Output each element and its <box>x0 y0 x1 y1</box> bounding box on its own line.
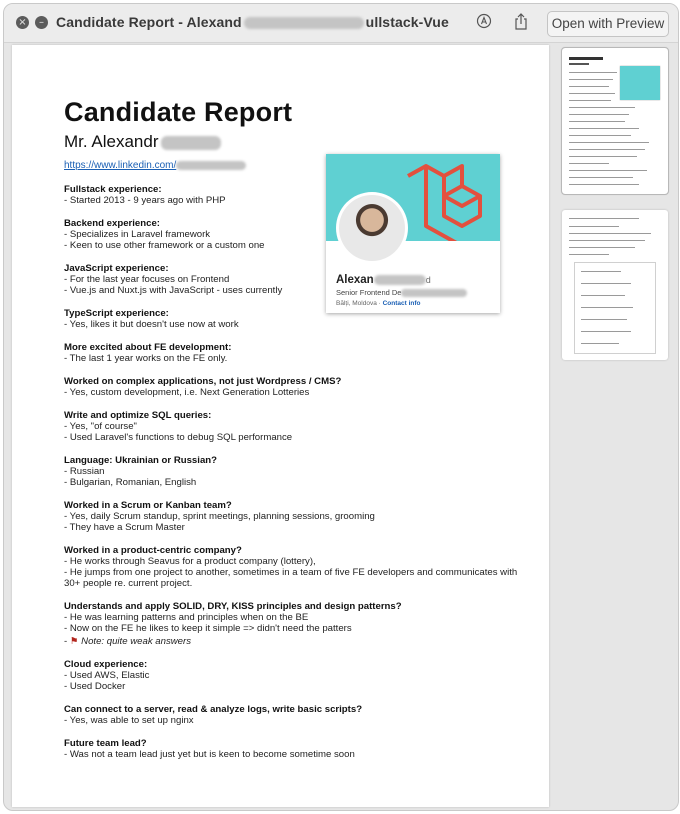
answer: - Yes, custom development, i.e. Next Generation Lotteries <box>64 387 310 398</box>
document-page <box>12 45 549 807</box>
section-product-company <box>64 545 524 589</box>
question: Worked in a product-centric company? <box>64 545 242 556</box>
avatar <box>336 192 408 264</box>
open-with-preview-button[interactable]: Open with Preview <box>547 11 669 37</box>
window-title-suffix: ullstack-Vue <box>365 14 449 30</box>
thumb-card <box>620 66 660 100</box>
answer: - Keen to use other framework or a custom one <box>64 240 265 251</box>
share-icon[interactable] <box>511 13 531 33</box>
answer: - Yes, daily Scrum standup, sprint meetings, planning sessions, grooming <box>64 511 375 522</box>
section-principles <box>64 601 524 647</box>
question: Worked in a Scrum or Kanban team? <box>64 500 232 511</box>
redacted-role-blur <box>401 289 467 297</box>
section-cloud <box>64 659 524 692</box>
question: Can connect to a server, read & analyze logs, write basic scripts? <box>64 704 363 715</box>
preview-window <box>3 3 679 811</box>
linkedin-link[interactable] <box>64 160 246 171</box>
window-title <box>56 14 449 30</box>
question: Language: Ukrainian or Russian? <box>64 455 217 466</box>
question: Fullstack experience: <box>64 184 162 195</box>
answer: - Used AWS, Elastic <box>64 670 150 681</box>
section-complex-apps <box>64 376 524 398</box>
answer: - Yes, "of course" <box>64 421 137 432</box>
redacted-link-blur <box>176 161 246 170</box>
section-fe-excitement <box>64 342 524 364</box>
answer: - He was learning patterns and principles when on the BE <box>64 612 309 623</box>
page-thumbnail-2[interactable] <box>562 210 668 360</box>
answer: - Vue.js and Nuxt.js with JavaScript - uses currently <box>64 285 283 296</box>
answer: - Specializes in Laravel framework <box>64 229 211 240</box>
answer: - The last 1 year works on the FE only. <box>64 353 228 364</box>
profile-role <box>336 288 467 297</box>
thumbnail-sidebar <box>556 45 674 807</box>
note-dash: - <box>64 636 68 647</box>
title-bar <box>4 4 678 43</box>
question: Backend experience: <box>64 218 160 229</box>
red-flag-icon: ⚑ <box>69 636 79 647</box>
answer: - Was not a team lead just yet but is keen to become sometime soon <box>64 749 355 760</box>
linkedin-profile-card <box>326 154 500 313</box>
profile-name <box>336 274 431 286</box>
note-text: Note: quite weak answers <box>81 636 192 647</box>
section-scrum <box>64 500 524 533</box>
section-server <box>64 704 524 726</box>
profile-location-text: Bălți, Moldova · <box>336 300 383 307</box>
candidate-name <box>64 132 221 152</box>
question: More excited about FE development: <box>64 342 232 353</box>
question: TypeScript experience: <box>64 308 169 319</box>
answer: - For the last year focuses on Frontend <box>64 274 230 285</box>
answer: - Russian <box>64 466 105 477</box>
profile-location <box>336 300 421 307</box>
answer: - Started 2013 - 9 years ago with PHP <box>64 195 226 206</box>
question: JavaScript experience: <box>64 263 169 274</box>
answer: - Used Laravel's functions to debug SQL performance <box>64 432 293 443</box>
answer: - Yes, likes it but doesn't use now at work <box>64 319 239 330</box>
avatar-photo <box>339 195 405 261</box>
redacted-profile-blur <box>374 275 426 285</box>
section-language <box>64 455 524 488</box>
answer: - He works through Seavus for a product company (lottery), <box>64 556 316 567</box>
answer: - Used Docker <box>64 681 126 692</box>
page-thumbnail-1[interactable] <box>562 48 668 194</box>
redacted-name-blur <box>244 17 364 29</box>
report-title: Candidate Report <box>64 97 293 127</box>
linkedin-link-text: https://www.linkedin.com/ <box>64 160 177 171</box>
profile-role-text: Senior Frontend De <box>336 288 402 297</box>
candidate-name-text: Mr. Alexandr <box>64 132 159 151</box>
question: Understands and apply SOLID, DRY, KISS principles and design patterns? <box>64 601 402 612</box>
profile-name-suffix: d <box>425 275 431 285</box>
markup-icon[interactable] <box>474 13 494 33</box>
answer: - Bulgarian, Romanian, English <box>64 477 197 488</box>
question: Write and optimize SQL queries: <box>64 410 212 421</box>
question: Worked on complex applications, not just Wordpress / CMS? <box>64 376 342 387</box>
window-title-prefix: Candidate Report - Alexand <box>56 14 242 30</box>
note-line <box>64 636 524 647</box>
redacted-surname-blur <box>161 136 221 150</box>
question: Cloud experience: <box>64 659 148 670</box>
thumb-embedded-screenshot <box>574 262 656 354</box>
minimize-icon[interactable]: – <box>35 16 48 29</box>
contact-info-link[interactable]: Contact info <box>382 300 421 307</box>
section-team-lead <box>64 738 524 760</box>
close-icon[interactable]: × <box>16 16 29 29</box>
question: Future team lead? <box>64 738 147 749</box>
answer: - They have a Scrum Master <box>64 522 185 533</box>
profile-name-text: Alexan <box>336 274 374 286</box>
answer: - He jumps from one project to another, sometimes in a team of five FE developers and communicates with 30+ people re. current project. <box>64 567 518 589</box>
answer: - Now on the FE he likes to keep it simple => didn't need the patters <box>64 623 352 634</box>
section-sql <box>64 410 524 443</box>
answer: - Yes, was able to set up nginx <box>64 715 194 726</box>
